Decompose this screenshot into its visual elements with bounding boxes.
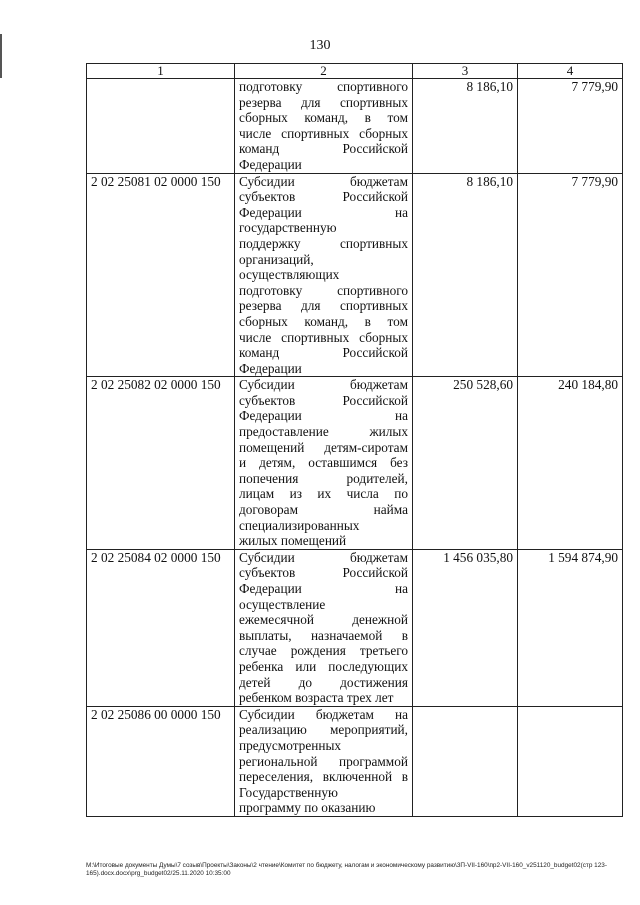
- description-line: случае рождения третьего: [239, 643, 408, 659]
- description-line: специализированных: [239, 517, 360, 533]
- description-line: подготовку спортивного: [239, 282, 408, 298]
- description-line: попечения родителей,: [239, 470, 408, 486]
- description-line: субъектов Российской: [239, 565, 408, 581]
- header-col-3: 3: [413, 64, 518, 79]
- description-line: осуществление: [239, 596, 326, 612]
- revenue-description: [235, 173, 413, 377]
- table-row: [87, 706, 623, 816]
- table-row: [87, 79, 623, 174]
- table-row: [87, 549, 623, 706]
- amount-col-4: [518, 706, 623, 816]
- description-line: договорам найма: [239, 502, 408, 518]
- description-line: выплаты, назначаемой в: [239, 627, 408, 643]
- description-line: сборных команд, в том: [239, 313, 408, 329]
- classification-code: [87, 79, 235, 174]
- description-line: числе спортивных сборных: [239, 125, 408, 141]
- description-line: субъектов Российской: [239, 392, 408, 408]
- description-line: резерва для спортивных: [239, 298, 408, 314]
- classification-code: 2 02 25086 00 0000 150: [87, 706, 235, 816]
- budget-table: [86, 63, 623, 817]
- description-line: детей до достижения: [239, 674, 408, 690]
- amount-col-4: 1 594 874,90: [518, 549, 623, 706]
- description-line: Субсидии бюджетам: [239, 173, 408, 189]
- description-line: команд Российской: [239, 141, 408, 157]
- description-line: Федерации на: [239, 581, 408, 596]
- amount-col-3: 250 528,60: [413, 377, 518, 550]
- description-line: Субсидии бюджетам на: [239, 706, 408, 722]
- description-line: ребенка или последующих: [239, 658, 408, 674]
- amount-col-4: 7 779,90: [518, 79, 623, 174]
- description-line: резерва для спортивных: [239, 94, 408, 110]
- description-line: лицам из их числа по: [239, 486, 408, 502]
- classification-code: 2 02 25081 02 0000 150: [87, 173, 235, 377]
- description-line: команд Российской: [239, 345, 408, 361]
- description-line: реализацию мероприятий,: [239, 722, 408, 738]
- description-line: предусмотренных: [239, 737, 342, 753]
- amount-col-3: 8 186,10: [413, 79, 518, 174]
- description-line: Федерации: [239, 360, 302, 376]
- header-col-4: 4: [518, 64, 623, 79]
- header-col-1: 1: [87, 64, 235, 79]
- description-line: государственную: [239, 220, 337, 236]
- description-line: жилых помещений: [239, 533, 347, 549]
- classification-code: 2 02 25084 02 0000 150: [87, 549, 235, 706]
- description-line: предоставление жилых: [239, 424, 408, 440]
- revenue-description: [235, 377, 413, 550]
- revenue-description: [235, 706, 413, 816]
- revenue-description: [235, 79, 413, 174]
- amount-col-4: 240 184,80: [518, 377, 623, 550]
- description-line: помещений детям-сиротам: [239, 439, 408, 455]
- amount-col-3: [413, 706, 518, 816]
- description-line: Федерации на: [239, 408, 408, 424]
- classification-code: 2 02 25082 02 0000 150: [87, 377, 235, 550]
- description-line: Федерации: [239, 156, 302, 172]
- description-line: ежемесячной денежной: [239, 612, 408, 628]
- page-number: 130: [309, 38, 331, 53]
- header-col-2: 2: [235, 64, 413, 79]
- description-line: Федерации на: [239, 204, 408, 220]
- description-line: субъектов Российской: [239, 189, 408, 205]
- description-line: ребенком возраста трех лет: [239, 690, 394, 706]
- description-line: подготовку спортивного: [239, 79, 408, 94]
- description-line: переселения, включенной в: [239, 769, 408, 785]
- description-line: числе спортивных сборных: [239, 329, 408, 345]
- header-row: [87, 64, 623, 79]
- description-line: Государственную: [239, 784, 338, 800]
- revenue-description: [235, 549, 413, 706]
- amount-col-3: 8 186,10: [413, 173, 518, 377]
- description-line: организаций,: [239, 251, 314, 267]
- table-row: [87, 377, 623, 550]
- description-line: Субсидии бюджетам: [239, 377, 408, 393]
- description-line: поддержку спортивных: [239, 235, 408, 251]
- table-row: [87, 173, 623, 377]
- amount-col-3: 1 456 035,80: [413, 549, 518, 706]
- amount-col-4: 7 779,90: [518, 173, 623, 377]
- description-line: осуществляющих: [239, 267, 340, 283]
- description-line: Субсидии бюджетам: [239, 549, 408, 565]
- description-line: сборных команд, в том: [239, 110, 408, 126]
- description-line: и детям, оставшимся без: [239, 455, 408, 471]
- file-path-footer: M:\Итоговые документы Думы\7 созыв\Проекты\Законы\2 чтение\Комитет по бюджету, налогам и экономическому развитию\3П-VII-160\пр2-VII-160_v251120_budget02(стр 123-165).docx.docx\prg_budget02/25.11.2020 10:35:00: [86, 862, 607, 877]
- description-line: региональной программой: [239, 753, 408, 769]
- description-line: программу по оказанию: [239, 800, 376, 816]
